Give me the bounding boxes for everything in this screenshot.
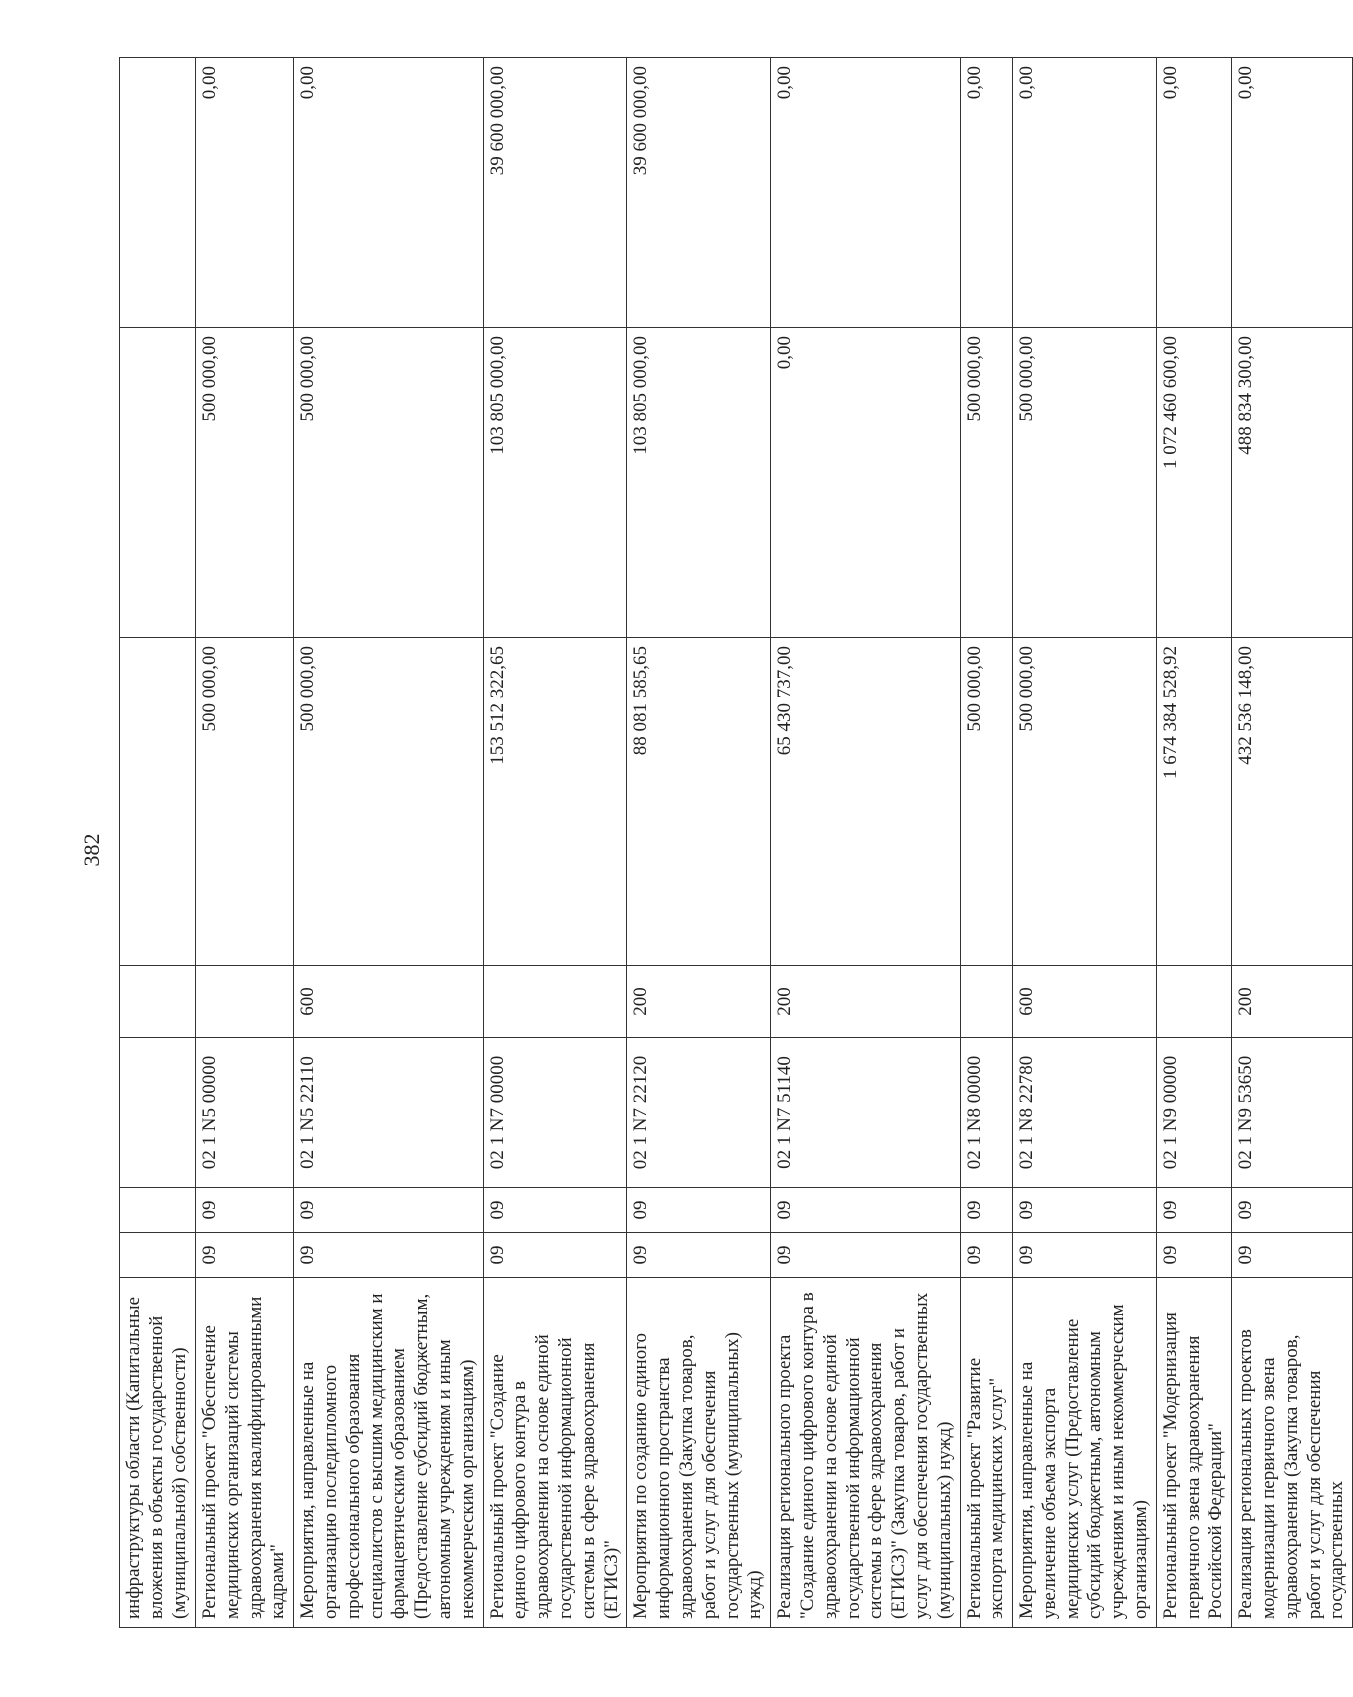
budget-table-container [119,58,1348,1628]
row-sum-1: 500 000,00 [960,638,1013,966]
row-sum-1: 88 081 585,65 [627,638,771,966]
row-target-code: 02 1 N5 22110 [294,1038,483,1188]
table-row [1232,58,1353,1628]
row-target-code: 02 1 N7 51140 [771,1038,960,1188]
row-target-code: 02 1 N7 00000 [483,1038,627,1188]
table-row [120,58,196,1628]
row-expense-type [960,966,1013,1038]
row-sum-2: 500 000,00 [960,328,1013,638]
table-row [483,58,627,1628]
row-sum-3 [120,58,196,328]
table-row [1013,58,1157,1628]
row-code-subsection: 09 [771,1188,960,1233]
table-row [196,58,294,1628]
row-sum-1: 65 430 737,00 [771,638,960,966]
row-name: Региональный проект "Развитие экспорта медицинских услуг" [960,1278,1013,1628]
row-sum-2: 488 834 300,00 [1232,328,1353,638]
row-code-subsection: 09 [483,1188,627,1233]
row-sum-3: 0,00 [196,58,294,328]
row-sum-1: 500 000,00 [294,638,483,966]
row-sum-1: 153 512 322,65 [483,638,627,966]
table-row [1156,58,1231,1628]
row-code-section: 09 [1232,1233,1353,1278]
row-sum-3: 0,00 [1013,58,1157,328]
row-name: Мероприятия по созданию единого информационного пространства здравоохранения (Закупка товаров, работ и услуг для обеспечения государственных (муниципальных) нужд) [627,1278,771,1628]
row-target-code: 02 1 N9 53650 [1232,1038,1353,1188]
row-sum-2: 500 000,00 [1013,328,1157,638]
row-sum-2: 103 805 000,00 [627,328,771,638]
row-code-section: 09 [771,1233,960,1278]
row-sum-3: 0,00 [771,58,960,328]
row-code-subsection: 09 [294,1188,483,1233]
row-expense-type [483,966,627,1038]
table-row [294,58,483,1628]
row-name: Реализация региональных проектов модернизации первичного звена здравоохранения (Закупка товаров, работ и услуг для обеспечения государственных [1232,1278,1353,1628]
row-target-code: 02 1 N8 00000 [960,1038,1013,1188]
row-expense-type: 600 [1013,966,1157,1038]
row-code-subsection: 09 [196,1188,294,1233]
row-sum-2: 500 000,00 [196,328,294,638]
row-code-subsection: 09 [627,1188,771,1233]
table-row [960,58,1013,1628]
row-sum-2 [120,328,196,638]
row-name: Региональный проект "Обеспечение медицинских организаций системы здравоохранения квалифицированными кадрами" [196,1278,294,1628]
row-target-code: 02 1 N7 22120 [627,1038,771,1188]
row-sum-1: 500 000,00 [1013,638,1157,966]
row-code-section: 09 [196,1233,294,1278]
row-name: Региональный проект "Модернизация первичного звена здравоохранения Российской Федерации" [1156,1278,1231,1628]
row-sum-3: 0,00 [294,58,483,328]
row-code-section: 09 [483,1233,627,1278]
row-name: Реализация регионального проекта "Создание единого цифрового контура в здравоохранении на основе единой государственной информационной системы в сфере здравоохранения (ЕГИСЗ)" (Закупка товаров, работ и услуг для обеспечения государственных (муниципальных) нужд) [771,1278,960,1628]
page-number: 382 [79,833,104,867]
budget-table [119,57,1353,1628]
row-expense-type [196,966,294,1038]
row-name: инфраструктуры области (Капитальные вложения в объекты государственной (муниципальной) собственности) [120,1278,196,1628]
row-sum-2: 1 072 460 600,00 [1156,328,1231,638]
row-sum-2: 103 805 000,00 [483,328,627,638]
row-code-subsection: 09 [960,1188,1013,1233]
row-sum-3: 0,00 [960,58,1013,328]
row-sum-1: 432 536 148,00 [1232,638,1353,966]
row-name: Мероприятия, направленные на увеличение объема экспорта медицинских услуг (Предоставление субсидий бюджетным, автономным учреждениям и иным некоммерческим организациям) [1013,1278,1157,1628]
row-sum-2: 500 000,00 [294,328,483,638]
row-sum-3: 0,00 [1156,58,1231,328]
table-row [627,58,771,1628]
row-expense-type [1156,966,1231,1038]
row-sum-1: 500 000,00 [196,638,294,966]
row-name: Мероприятия, направленные на организацию последипломного профессионального образования специалистов с высшим медицинским и фармацевтическим образованием (Предоставление субсидий бюджетным, автономным учреждениям и иным некоммерческим организациям) [294,1278,483,1628]
row-sum-3: 39 600 000,00 [483,58,627,328]
row-expense-type [120,966,196,1038]
row-code-subsection: 09 [1013,1188,1157,1233]
row-target-code: 02 1 N8 22780 [1013,1038,1157,1188]
row-sum-2: 0,00 [771,328,960,638]
row-expense-type: 600 [294,966,483,1038]
row-code-section: 09 [960,1233,1013,1278]
row-sum-3: 39 600 000,00 [627,58,771,328]
row-sum-3: 0,00 [1232,58,1353,328]
row-code-section: 09 [1156,1233,1231,1278]
row-code-section [120,1233,196,1278]
row-sum-1 [120,638,196,966]
row-code-section: 09 [294,1233,483,1278]
row-code-subsection: 09 [1232,1188,1353,1233]
row-code-subsection [120,1188,196,1233]
row-sum-1: 1 674 384 528,92 [1156,638,1231,966]
row-expense-type: 200 [771,966,960,1038]
row-code-section: 09 [1013,1233,1157,1278]
row-name: Региональный проект "Создание единого цифрового контура в здравоохранении на основе единой государственной информационной системы в сфере здравоохранения (ЕГИСЗ)" [483,1278,627,1628]
row-expense-type: 200 [1232,966,1353,1038]
row-expense-type: 200 [627,966,771,1038]
row-target-code: 02 1 N5 00000 [196,1038,294,1188]
row-code-section: 09 [627,1233,771,1278]
row-target-code [120,1038,196,1188]
table-row [771,58,960,1628]
row-target-code: 02 1 N9 00000 [1156,1038,1231,1188]
row-code-subsection: 09 [1156,1188,1231,1233]
